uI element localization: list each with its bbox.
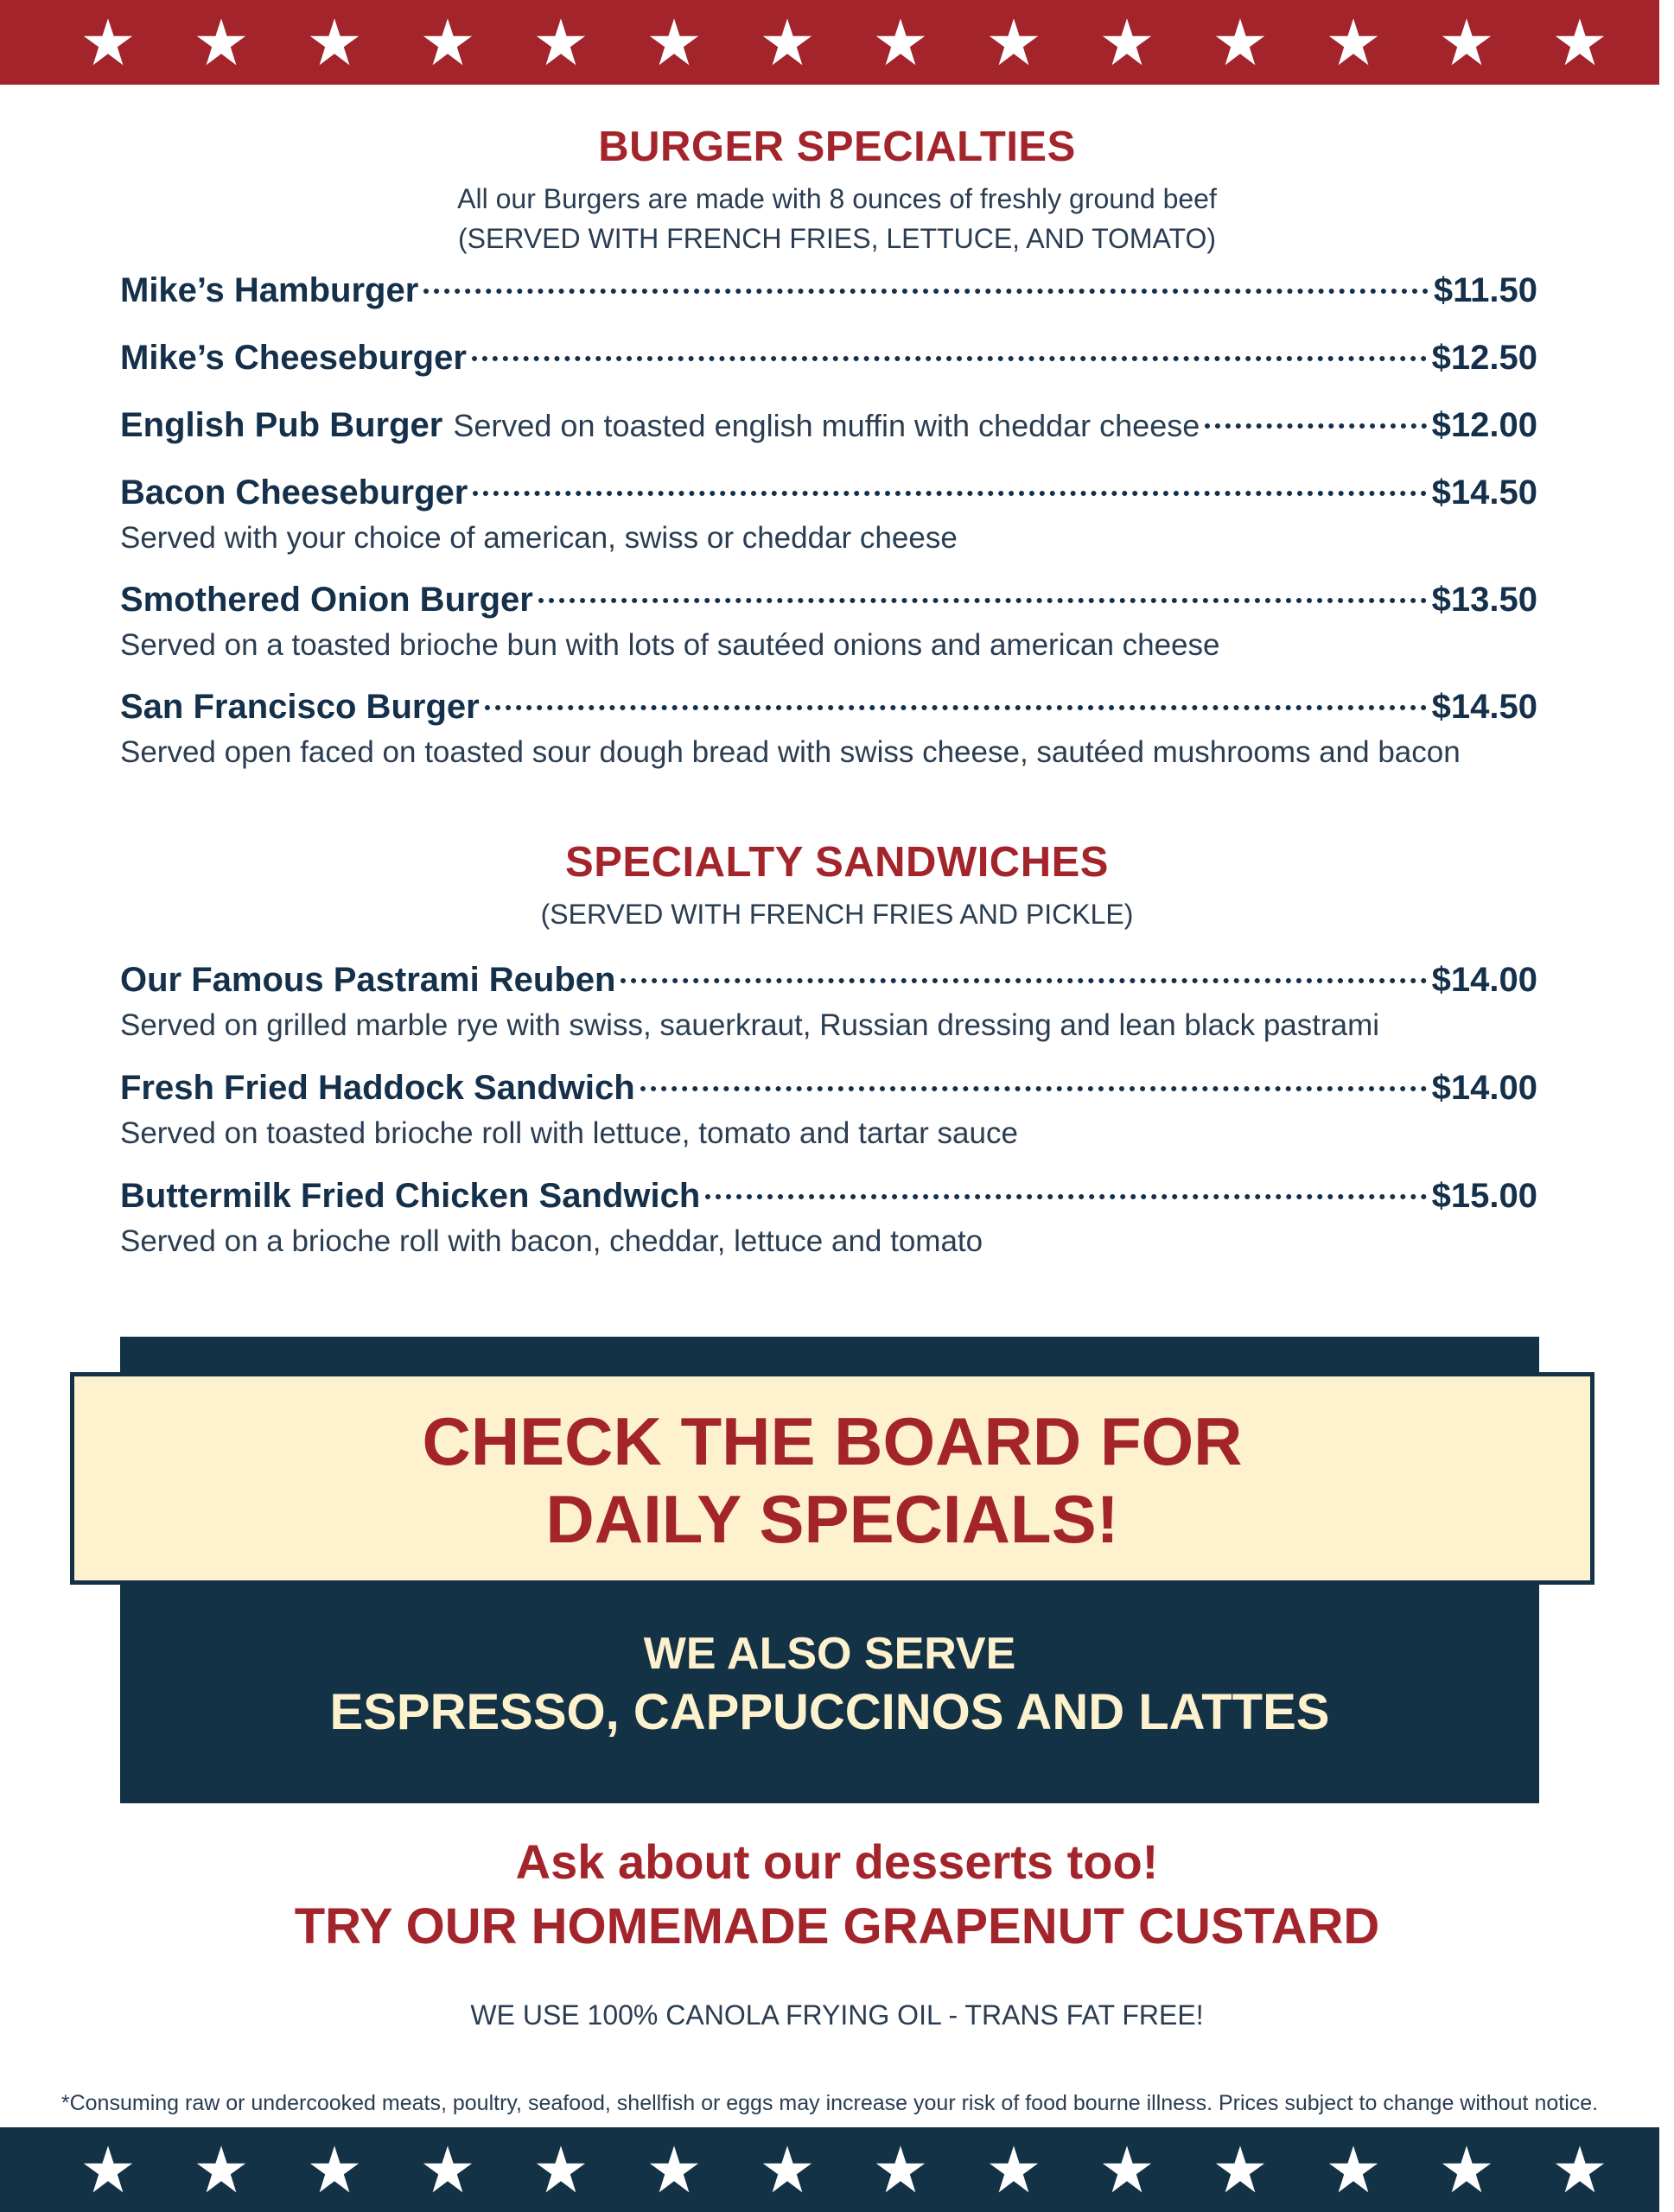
star-icon [422,2144,474,2196]
star-icon [648,2144,700,2196]
star-icon [82,2144,134,2196]
dot-leader [1205,423,1426,429]
daily-specials-line-1: CHECK THE BOARD FOR [422,1403,1243,1479]
coffee-banner-line-2: ESPRESSO, CAPPUCCINOS AND LATTES [329,1684,1330,1740]
item-price: $12.50 [1431,339,1537,377]
dot-leader [485,705,1427,710]
dot-leader [473,491,1426,496]
item-price: $14.50 [1431,688,1537,726]
star-icon [761,2144,813,2196]
item-name: Bacon Cheeseburger [120,474,468,512]
item-name: Buttermilk Fried Chicken Sandwich [120,1177,701,1215]
star-icon [535,2144,587,2196]
item-description: Served on grilled marble rye with swiss, sauerkraut, Russian dressing and lean black pastrami [120,1008,1380,1042]
star-icon [1441,16,1493,68]
item-name: Our Famous Pastrami Reuben [120,961,616,999]
food-safety-disclaimer: *Consuming raw or undercooked meats, poultry, seafood, shellfish or eggs may increase your risk of food bourne illness. Prices subject to change without notice. [60,2091,1599,2115]
top-star-banner [0,0,1659,85]
dot-leader [640,1086,1427,1091]
dot-leader [423,289,1429,294]
daily-specials-line-2: DAILY SPECIALS! [545,1481,1119,1557]
star-icon [1441,2144,1493,2196]
dot-leader [472,356,1427,361]
star-icon [195,2144,247,2196]
menu-item [120,961,1537,1046]
coffee-banner-line-1: WE ALSO SERVE [643,1629,1016,1679]
star-icon [535,16,587,68]
burger-section-served-with: (SERVED WITH FRENCH FRIES, LETTUCE, AND TOMATO) [457,223,1217,254]
item-name: Mike’s Hamburger [120,271,419,309]
item-price: $14.00 [1431,1069,1537,1107]
star-icon [875,2144,926,2196]
burger-section-subtitle: All our Burgers are made with 8 ounces of freshly ground beef [457,183,1217,214]
star-icon [988,16,1040,68]
dot-leader [705,1194,1426,1199]
menu-item [120,339,1537,384]
item-description: Served on a brioche roll with bacon, cheddar, lettuce and tomato [120,1224,983,1258]
menu-item [120,1177,1537,1262]
item-price: $12.00 [1431,406,1537,444]
burger-section-title: BURGER SPECIALTIES [598,124,1076,170]
star-icon [875,16,926,68]
daily-specials-banner [70,1372,1594,1585]
item-inline-description: Served on toasted english muffin with cheddar cheese [453,408,1200,443]
star-icon [988,2144,1040,2196]
star-icon [1327,2144,1379,2196]
dessert-line-1: Ask about our desserts too! [515,1834,1159,1889]
star-icon [648,16,700,68]
star-icon [761,16,813,68]
item-name: English Pub Burger [120,406,443,444]
star-icon [1101,2144,1153,2196]
star-icon [309,16,360,68]
star-icon [1554,2144,1606,2196]
star-icon [82,16,134,68]
item-description: Served with your choice of american, swiss or cheddar cheese [120,521,958,555]
item-name: Smothered Onion Burger [120,581,533,619]
top-star-row [82,16,1606,68]
dessert-line-2: TRY OUR HOMEMADE GRAPENUT CUSTARD [294,1898,1380,1955]
sandwich-section-title: SPECIALTY SANDWICHES [565,839,1109,886]
bottom-star-row [82,2144,1606,2196]
menu-item [120,1069,1537,1154]
menu-item [120,271,1537,316]
item-description: Served open faced on toasted sour dough bread with swiss cheese, sautéed mushrooms and bacon [120,735,1461,769]
dot-leader [621,978,1426,983]
item-price: $11.50 [1433,271,1537,309]
dot-leader [538,598,1427,603]
star-icon [1214,2144,1266,2196]
star-icon [1101,16,1153,68]
item-description: Served on a toasted brioche bun with lots of sautéed onions and american cheese [120,628,1220,662]
star-icon [309,2144,360,2196]
frying-oil-note: WE USE 100% CANOLA FRYING OIL - TRANS FAT FREE! [470,1999,1204,2031]
sandwich-section-served-with: (SERVED WITH FRENCH FRIES AND PICKLE) [540,899,1134,930]
daily-specials-text [74,1402,1590,1558]
star-icon [1327,16,1379,68]
star-icon [1214,16,1266,68]
menu-item [120,688,1537,772]
star-icon [195,16,247,68]
item-price: $14.50 [1431,474,1537,512]
menu-item [120,474,1537,558]
item-name: Fresh Fried Haddock Sandwich [120,1069,635,1107]
item-price: $13.50 [1431,581,1537,619]
item-price: $15.00 [1431,1177,1537,1215]
menu-item [120,581,1537,665]
item-name: Mike’s Cheeseburger [120,339,467,377]
item-name: San Francisco Burger [120,688,480,726]
item-price: $14.00 [1431,961,1537,999]
star-icon [1554,16,1606,68]
star-icon [422,16,474,68]
bottom-star-banner [0,2127,1659,2212]
item-description: Served on toasted brioche roll with lettuce, tomato and tartar sauce [120,1116,1018,1150]
menu-item [120,406,1537,451]
